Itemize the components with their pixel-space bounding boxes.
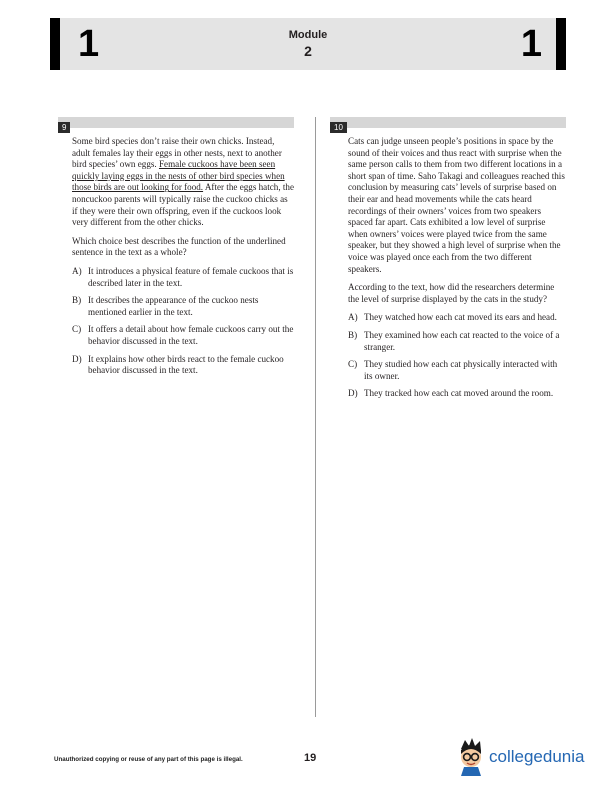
choice-text: They watched how each cat moved its ears and head. [364,312,557,323]
choice-d[interactable] [72,354,294,377]
question-10-prompt: According to the text, how did the researchers determine the level of surprise displayed by the cats in the study? [348,282,555,304]
question-number: 9 [58,122,70,133]
choice-text: They tracked how each cat moved around the room. [364,388,554,399]
copyright-notice: Unauthorized copying or reuse of any part of this page is illegal. [54,756,243,763]
choice-label: D) [72,353,82,364]
page-number: 19 [304,752,317,764]
choice-label: B) [72,295,82,306]
choice-label: C) [72,324,82,335]
student-mascot-icon [455,736,487,776]
question-9-prompt: Which choice best describes the function of the underlined sentence in the text as a whole? [72,235,286,258]
module-header [50,18,566,70]
underlined-sentence: Female cuckoos have been seen quickly laying eggs in the nests of other bird species when those birds are out looking for food. [72,159,285,193]
section-number-left: 1 [78,23,100,65]
choice-text: They examined how each cat reacted to the voice of a stranger. [364,329,560,352]
choice-c[interactable] [72,324,294,347]
choice-text: They studied how each cat physically interacted with its owner. [364,359,558,381]
choice-text: It describes the appearance of the cuckoo nests mentioned earlier in the text. [88,295,259,317]
choice-label: C) [348,359,358,370]
choice-text: It introduces a physical feature of female cuckoos that is described later in the text. [88,265,294,288]
question-9-choices [58,266,294,377]
question-number: 10 [330,122,347,133]
choice-label: D) [348,388,358,399]
question-10-bar [330,117,566,132]
passage-text: After the eggs hatch, the noncuckoo parents will typically raise the cuckoo chicks as if they were their own offspring, even if the cuckoos look very different from the other chicks. [72,182,294,228]
choice-a[interactable] [72,266,294,289]
question-9 [58,117,294,383]
module-number: 2 [304,43,312,59]
choice-b[interactable] [348,330,566,353]
choice-d[interactable] [348,388,566,400]
choice-b[interactable] [72,295,294,318]
header-right-bar [556,18,566,70]
module-label: Module [288,29,328,41]
question-10 [330,117,566,406]
question-9-bar [58,117,294,132]
question-10-choices [330,312,566,400]
question-10-passage: Cats can judge unseen people’s positions in space by the sound of their voices and thus react with surprise when the same person calls to them from two different locations in a short span of time. Saho Takagi and colleagues reached this conclusion by measuring cats’ levels of surprise based on their ear and head movements while the cats heard recordings of their owners’ voices from two speakers spaced far apart. Cats exhibited a low level of surprise when owners’ voices were played twice from the same speaker, but they showed a high level of surprise when the voice was played once each from the two different speakers. [348,136,565,274]
choice-label: B) [348,329,358,340]
choice-a[interactable] [348,312,566,324]
choice-label: A) [72,265,82,276]
collegedunia-logo [455,736,585,776]
column-divider [315,117,316,717]
choice-c[interactable] [348,359,566,382]
choice-text: It offers a detail about how female cuckoos carry out the behavior discussed in the text. [88,324,294,346]
choice-text: It explains how other birds react to the female cuckoo behavior discussed in the text. [88,353,284,376]
passage-text: Some bird species don’t raise their own chicks. Instead, adult females lay their eggs in other nests, next to another bird species’ own eggs. [72,136,282,170]
choice-label: A) [348,312,358,323]
question-9-passage [72,136,294,229]
section-number-right: 1 [520,23,542,65]
logo-text: collegedunia [489,747,585,766]
